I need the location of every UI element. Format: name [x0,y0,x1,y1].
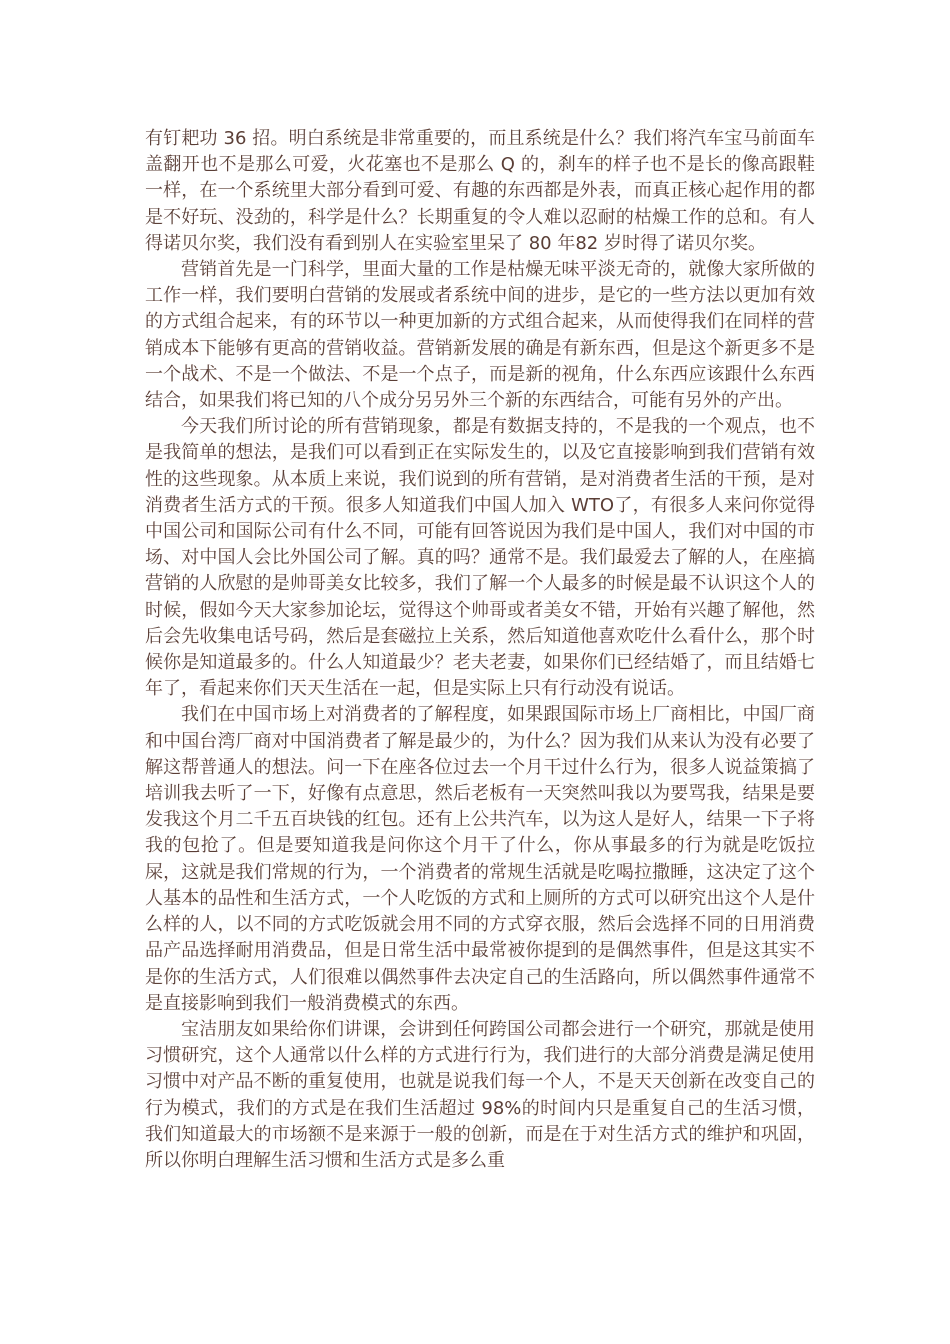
paragraph-3: 今天我们所讨论的所有营销现象，都是有数据支持的，不是我的一个观点，也不是我简单的想法，是我们可以看到正在实际发生的，以及它直接影响到我们营销有效性的这些现象。从本质上来说，我们说到的所有营销，是对消费者生活的干预，是对消费者生活方式的干预。很多人知道我们中国人加入 WTO了，有很多人来问你觉得中国公司和国际公司有什么不同，可能有回答说因为我们是中国人，我们对中国的市场、对中国人会比外国公司了解。真的吗？通常不是。我们最爱去了解的人，在座搞营销的人欣慰的是帅哥美女比较多，我们了解一个人最多的时候是最不认识这个人的时候，假如今天大家参加论坛，觉得这个帅哥或者美女不错，开始有兴趣了解他，然后会先收集电话号码，然后是套磁拉上关系，然后知道他喜欢吃什么看什么，那个时候你是知道最多的。什么人知道最少？老夫老妻，如果你们已经结婚了，而且结婚七年了，看起来你们天天生活在一起，但是实际上只有行动没有说话。 [145,416,815,700]
paragraph-2: 营销首先是一门科学，里面大量的工作是枯燥无味平淡无奇的，就像大家所做的工作一样，我们要明白营销的发展或者系统中间的进步，是它的一些方法以更加有效的方式组合起来，有的环节以一种更加新的方式组合起来，从而使得我们在同样的营销成本下能够有更高的营销收益。营销新发展的确是有新东西，但是这个新更多不是一个战术、不是一个做法、不是一个点子，而是新的视角，什么东西应该跟什么东西结合，如果我们将已知的八个成分另另外三个新的东西结合，可能有另外的产出。 [145,259,815,412]
paragraph-4: 我们在中国市场上对消费者的了解程度，如果跟国际市场上厂商相比，中国厂商和中国台湾厂商对中国消费者了解是最少的，为什么？因为我们从来认为没有必要了解这帮普通人的想法。问一下在座各位过去一个月干过什么行为，很多人说益策搞了培训我去听了一下，好像有点意思，然后老板有一天突然叫我以为要骂我，结果是要发我这个月二千五百块钱的红包。还有上公共汽车，以为这人是好人，结果一下子将我的包抢了。但是要知道我是问你这个月干了什么，你从事最多的行为就是吃饭拉屎，这就是我们常规的行为，一个消费者的常规生活就是吃喝拉撒睡，这决定了这个人基本的品性和生活方式，一个人吃饭的方式和上厕所的方式可以研究出这个人是什么样的人，以不同的方式吃饭就会用不同的方式穿衣服，然后会选择不同的日用消费品产品选择耐用消费品，但是日常生活中最常被你提到的是偶然事件，但是这其实不是你的生活方式，人们很难以偶然事件去决定自己的生活路向，所以偶然事件通常不是直接影响到我们一般消费模式的东西。 [145,704,815,1014]
paragraph-1: 有钉耙功 36 招。明白系统是非常重要的，而且系统是什么？我们将汽车宝马前面车盖翻开也不是那么可爱，火花塞也不是那么 Q 的，刹车的样子也不是长的像高跟鞋一样，在一个系统里大部分看到可爱、有趣的东西都是外表，而真正核心起作用的都是不好玩、没劲的，科学是什么？长期重复的令人难以忍耐的枯燥工作的总和。有人得诺贝尔奖，我们没有看到别人在实验室里呆了 80 年82 岁时得了诺贝尔奖。 [145,128,815,254]
paragraph-5: 宝洁朋友如果给你们讲课，会讲到任何跨国公司都会进行一个研究，那就是使用习惯研究，这个人通常以什么样的方式进行行为，我们进行的大部分消费是满足使用习惯中对产品不断的重复使用，也就是说我们每一个人，不是天天创新在改变自己的行为模式，我们的方式是在我们生活超过 98%的时间内只是重复自己的生活习惯，我们知道最大的市场额不是来源于一般的创新，而是在于对生活方式的维护和巩固，所以你明白理解生活习惯和生活方式是多么重 [145,1018,815,1171]
document-body [145,126,815,1174]
